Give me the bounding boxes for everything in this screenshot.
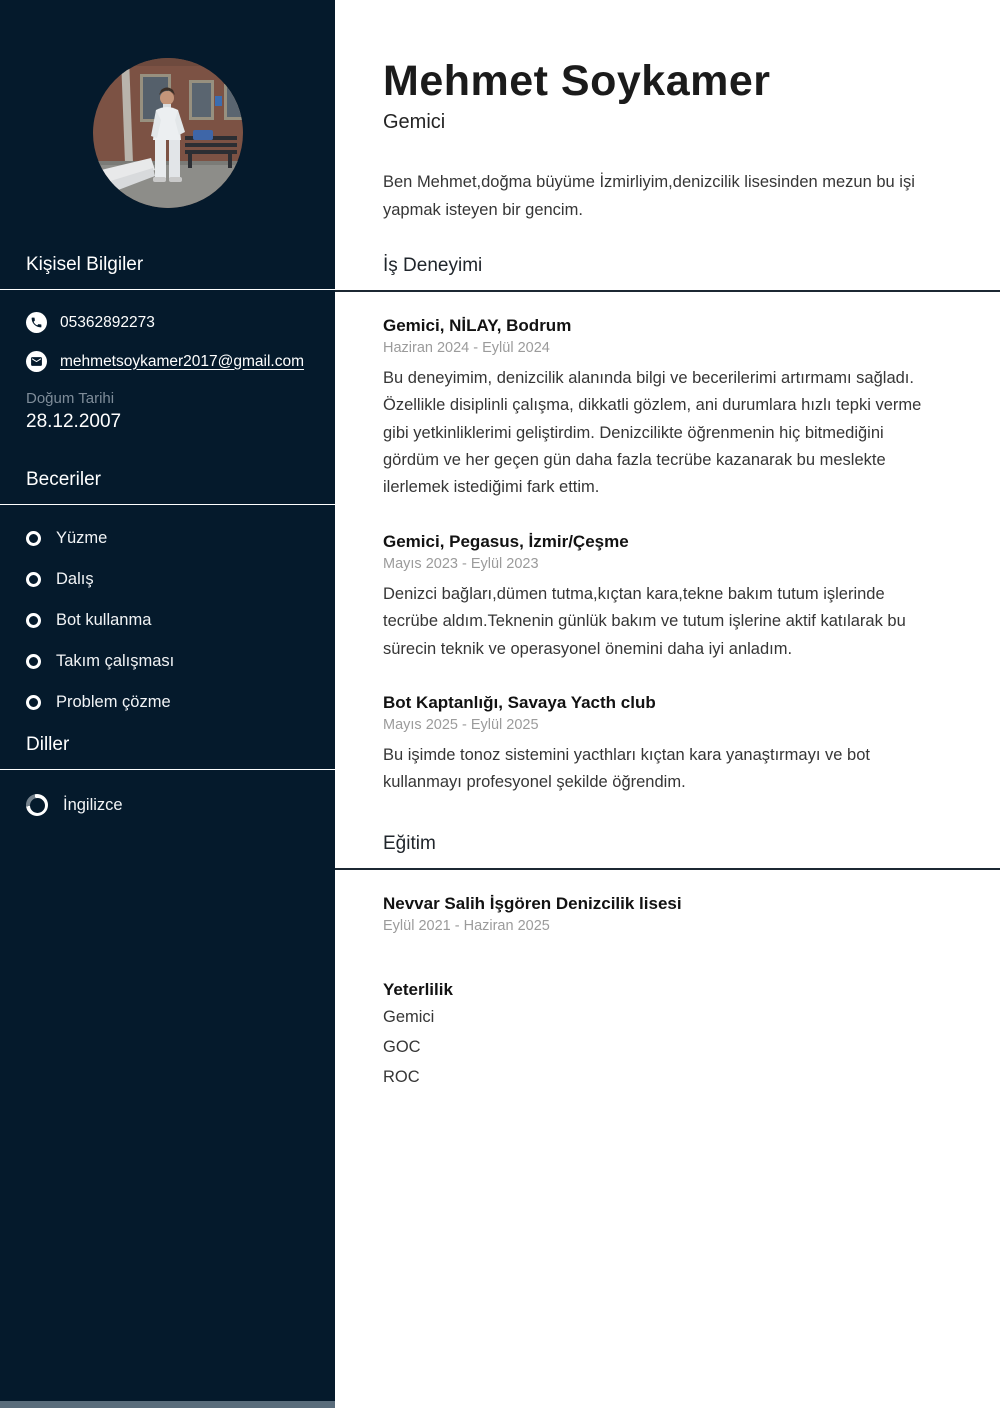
job-title: Gemici, Pegasus, İzmir/Çeşme: [383, 531, 629, 551]
skill-label: Bot kullanma: [56, 611, 152, 629]
language-label: İngilizce: [63, 795, 123, 814]
school-name: Nevvar Salih İşgören Denizcilik lisesi: [383, 893, 682, 913]
sidebar-bottom-strip: [0, 1401, 335, 1408]
profile-photo: [93, 58, 243, 208]
circle-icon: [26, 695, 41, 710]
phone-number: 05362892273: [60, 313, 155, 331]
phone-row: [26, 312, 321, 333]
circle-icon: [26, 572, 41, 587]
summary-text: Ben Mehmet,doğma büyüme İzmirliyim,denizcilik lisesinden mezun bu işi yapmak isteyen bir gencim.: [383, 173, 915, 220]
skill-label: Takım çalışması: [56, 652, 175, 670]
profile-photo-illustration: [93, 58, 243, 208]
skill-item: [26, 611, 321, 630]
education-section: [383, 833, 943, 1087]
job-description: Bu işimde tonoz sistemini yacthları kıçtan kara yanaştırmayı ve bot kullanmayı profesyonel şekilde öğrendim.: [383, 745, 870, 792]
circle-icon: [26, 531, 41, 546]
person-name: Mehmet Soykamer: [383, 57, 771, 105]
experience-heading: İş Deneyimi: [383, 254, 483, 276]
job-title: Gemici, NİLAY, Bodrum: [383, 315, 572, 335]
job-dates: Mayıs 2023 - Eylül 2023: [383, 555, 539, 572]
main-content: [335, 0, 1000, 1087]
languages-list: [0, 770, 335, 816]
sidebar: [0, 0, 335, 1408]
skill-label: Dalış: [56, 570, 94, 588]
qualification-block: [383, 980, 943, 1087]
phone-icon: [26, 312, 47, 333]
skill-item: [26, 693, 321, 712]
birth-date-label: Doğum Tarihi: [26, 390, 115, 407]
language-item: [26, 794, 321, 816]
education-entry: [383, 894, 943, 934]
job-description: Bu deneyimim, denizcilik alanında bilgi ve becerilerimi artırmamı sağladı. Özellikle disiplinli çalışma, dikkatli gözlem, ani durumlara hızlı tepki verme gibi yetkinliklerimi geliştirdim. Denizcilikte öğrenmenin hiç bitmediğini gördüm ve her geçen gün daha fazla tecrübe kazanarak bu meslekte ilerlemek istediğimi fark ettim.: [383, 368, 922, 497]
circle-icon: [26, 613, 41, 628]
experience-entry: [383, 316, 943, 502]
languages-heading: Diller: [0, 734, 335, 770]
skill-item: [26, 652, 321, 671]
skill-item: [26, 570, 321, 589]
education-heading: Eğitim: [383, 832, 436, 854]
job-dates: Haziran 2024 - Eylül 2024: [383, 339, 550, 356]
person-title: Gemici: [383, 111, 446, 134]
birth-date-value: 28.12.2007: [26, 411, 122, 432]
qualification-item: ROC: [383, 1067, 420, 1086]
experience-entry: [383, 532, 943, 663]
skill-item: [26, 529, 321, 548]
email-row: [26, 351, 321, 372]
personal-info-heading: Kişisel Bilgiler: [0, 254, 335, 290]
qualification-item: Gemici: [383, 1007, 435, 1026]
skill-label: Yüzme: [56, 529, 108, 547]
skills-heading: Beceriler: [0, 469, 335, 505]
section-divider: [335, 290, 1000, 292]
language-level-ring-icon: [26, 794, 48, 816]
experience-section: [383, 255, 943, 797]
circle-icon: [26, 654, 41, 669]
skill-label: Problem çözme: [56, 693, 171, 711]
email-icon: [26, 351, 47, 372]
email-link[interactable]: mehmetsoykamer2017@gmail.com: [60, 352, 305, 370]
skills-list: [0, 505, 335, 712]
experience-entry: [383, 693, 943, 797]
qualification-heading: Yeterlilik: [383, 979, 453, 999]
school-dates: Eylül 2021 - Haziran 2025: [383, 917, 550, 934]
job-description: Denizci bağları,dümen tutma,kıçtan kara,tekne bakım tutum işlerinde tecrübe aldım.Teknenin günlük bakım ve tutum işlerine aktif katılarak bu sürecin teknik ve operasyonel önemini daha iyi anladım.: [383, 584, 906, 658]
job-title: Bot Kaptanlığı, Savaya Yacth club: [383, 692, 656, 712]
section-divider: [335, 868, 1000, 870]
contact-block: [0, 290, 335, 433]
qualification-item: GOC: [383, 1037, 421, 1056]
job-dates: Mayıs 2025 - Eylül 2025: [383, 716, 539, 733]
